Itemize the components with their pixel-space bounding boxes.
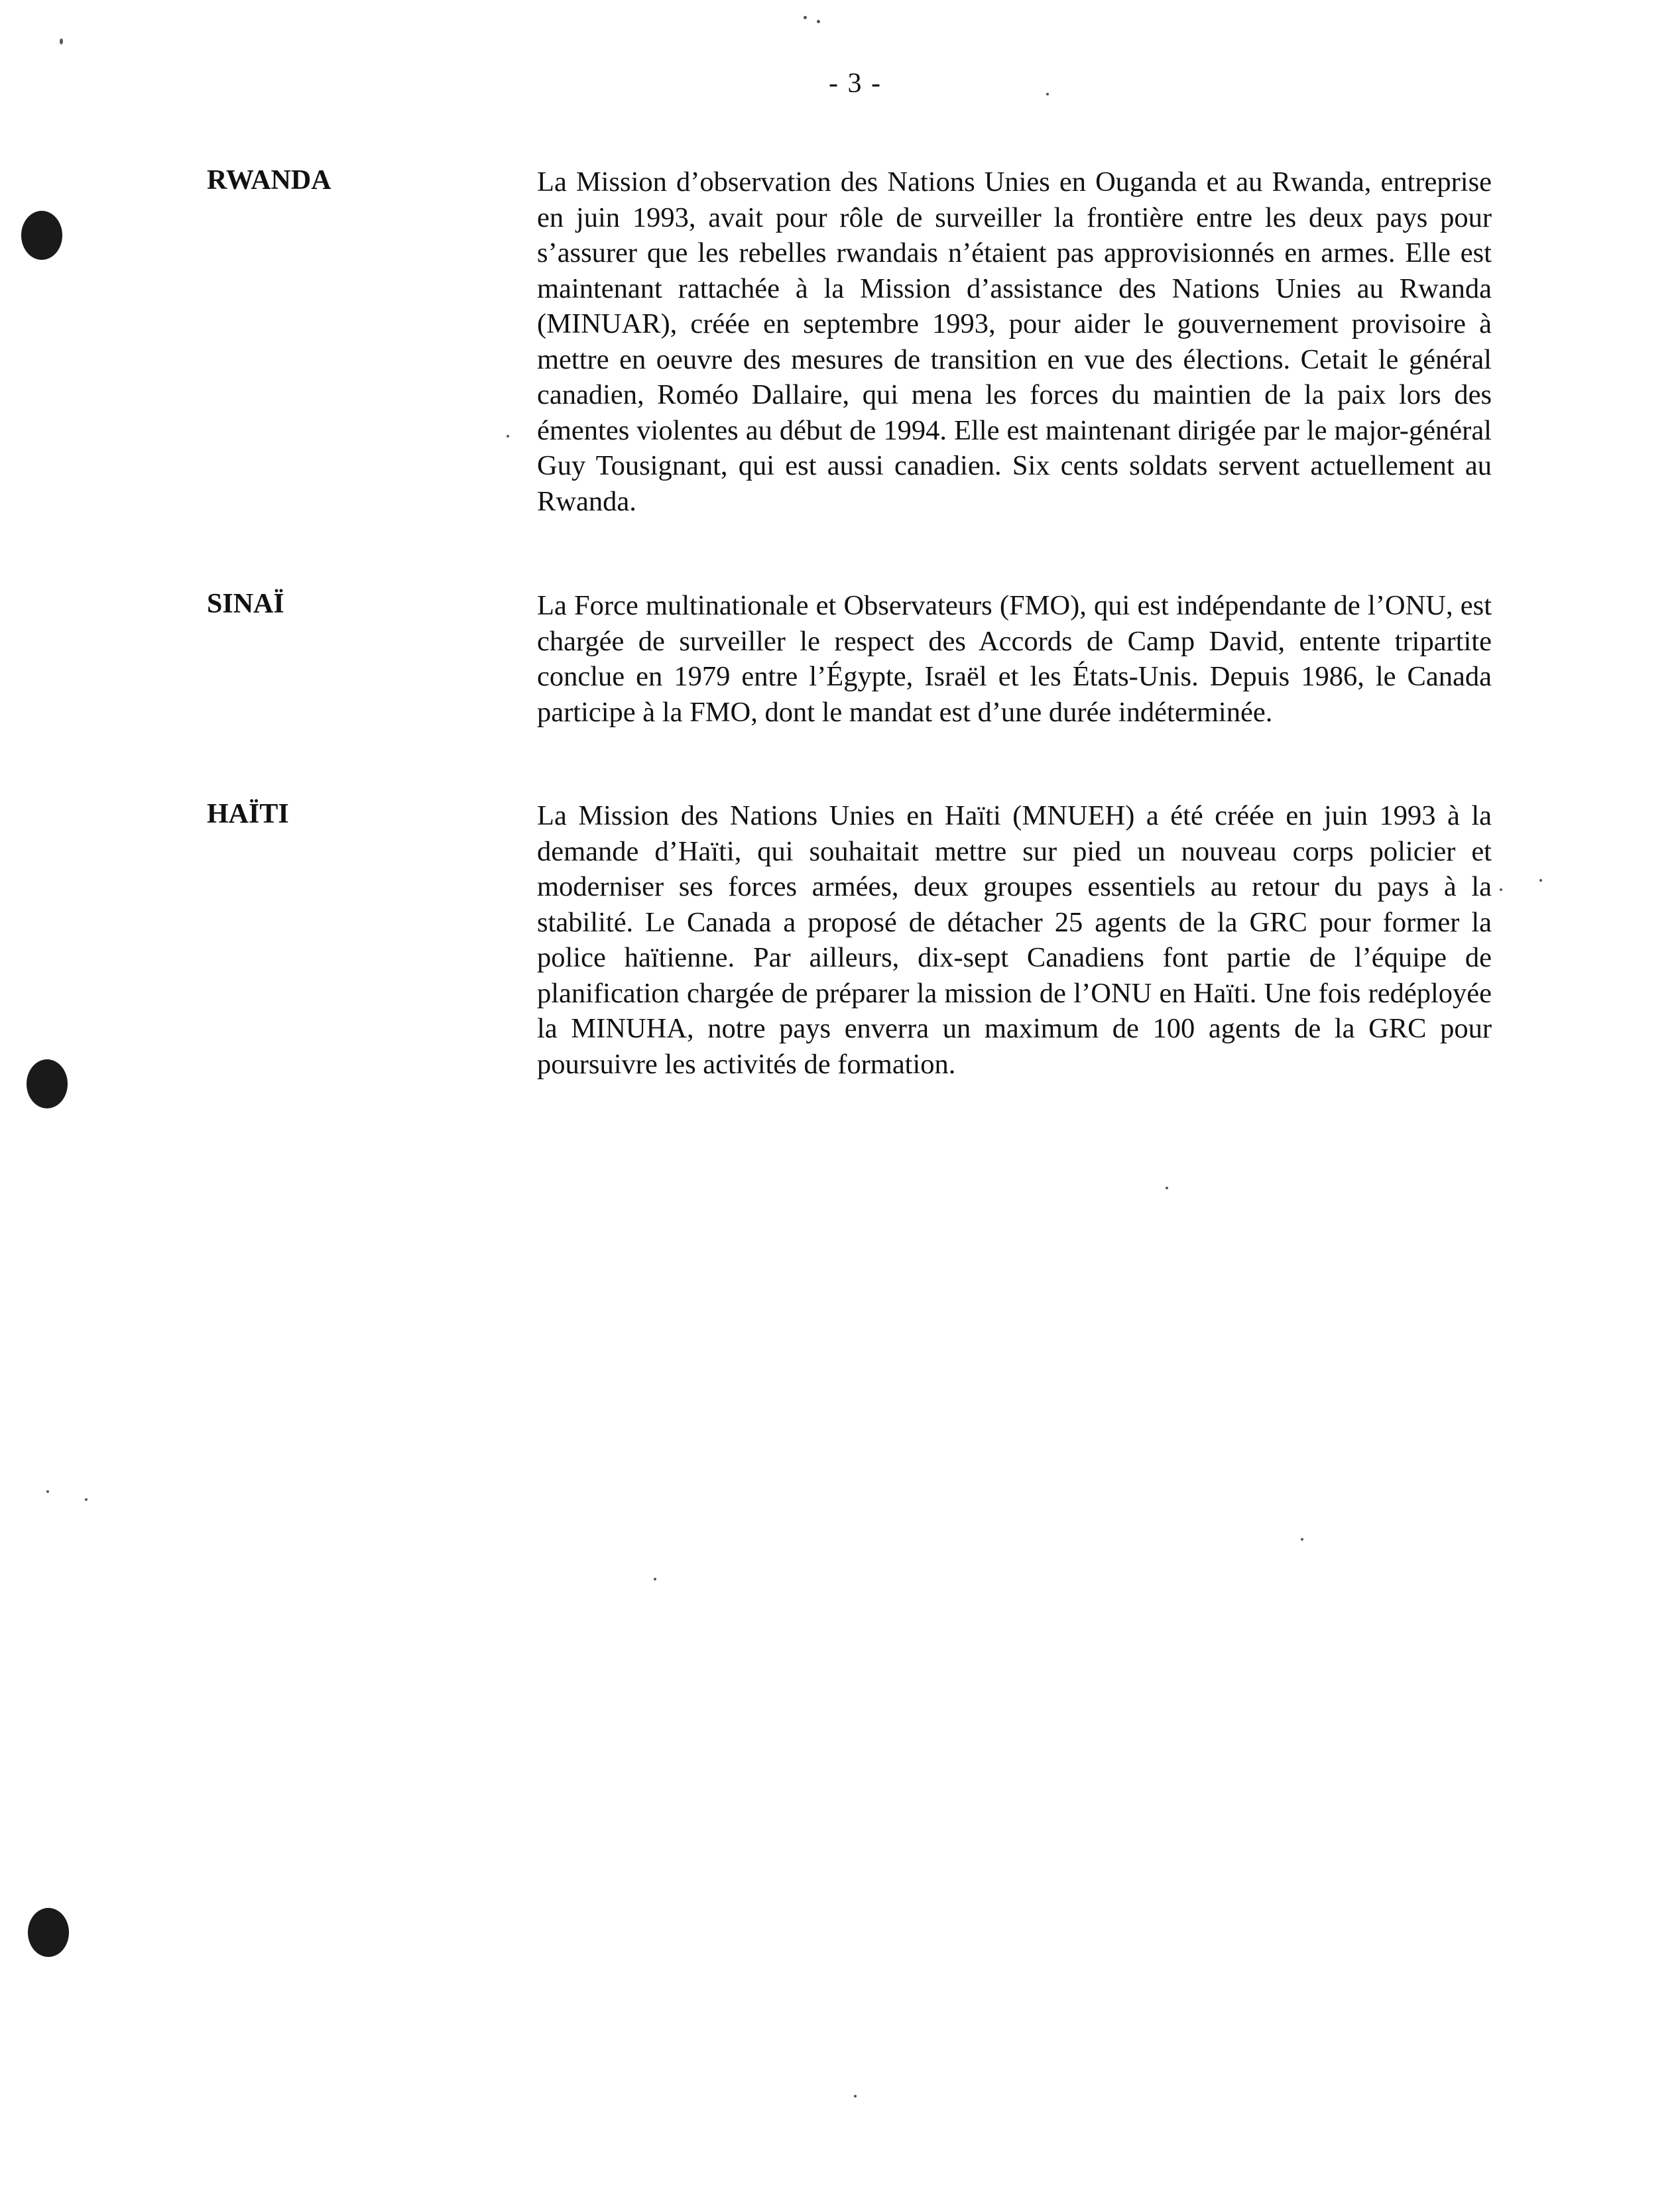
section-heading: HAÏTI <box>207 799 289 829</box>
scan-speck <box>1046 93 1049 95</box>
punch-hole-top <box>21 211 62 260</box>
section-body: La Mission des Nations Unies en Haïti (MNUEH) a été créée en juin 1993 à la demande d’Haïti, qui souhaitait mettre sur pied un nouveau corps policier et moderniser ses forces armées, deux groupes essentiels au retour du pays à la stabilité. Le Canada a proposé de détacher 25 agents de la GRC pour former la police haïtienne. Par ailleurs, dix-sept Canadiens font partie de l’équipe de planification chargée de préparer la mission de l’ONU en Haïti. Une fois redéployée la MINUHA, notre pays enverra un maximum de 100 agents de la GRC pour poursuivre les activités de formation. <box>537 800 1492 1080</box>
section-heading: RWANDA <box>207 165 331 196</box>
scan-speck <box>854 2095 857 2098</box>
section-body: La Force multinationale et Observateurs (FMO), qui est indépendante de l’ONU, est chargée de surveiller le respect des Accords de Camp David, entente tripartite conclue en 1979 entre l’Égypte, Israël et les États-Unis. Depuis 1986, le Canada participe à la FMO, dont le mandat est d’une durée indéterminée. <box>537 590 1492 728</box>
scan-speck <box>1539 879 1542 882</box>
scan-speck <box>507 435 509 438</box>
scan-speck <box>1166 1187 1168 1189</box>
scan-speck <box>46 1490 49 1493</box>
section-heading: SINAÏ <box>207 589 284 619</box>
punch-hole-bottom <box>28 1908 69 1957</box>
page-number: - 3 - <box>829 68 882 99</box>
punch-hole-middle <box>27 1059 68 1108</box>
scan-speck <box>804 16 807 19</box>
scan-speck <box>817 20 820 23</box>
scan-speck <box>654 1578 656 1580</box>
scan-speck <box>60 38 63 44</box>
section-body: La Mission d’observation des Nations Unies en Ouganda et au Rwanda, entreprise en juin 1993, avait pour rôle de surveiller la frontière entre les deux pays pour s’assurer que les rebelles rwandais n’étaient pas approvisionnés en armes. Elle est maintenant rattachée à la Mission d’assistance des Nations Unies au Rwanda (MINUAR), créée en septembre 1993, pour aider le gouvernement provisoire à mettre en oeuvre des mesures de transition en vue des élections. Cetait le général canadien, Roméo Dallaire, qui mena les forces du maintien de la paix lors des émentes violentes au début de 1994. Elle est maintenant dirigée par le major-général Guy Tousignant, qui est aussi canadien. Six cents soldats servent actuellement au Rwanda. <box>537 166 1492 517</box>
scan-speck <box>1301 1538 1303 1541</box>
scan-speck <box>85 1498 88 1501</box>
scan-speck <box>1500 888 1502 891</box>
